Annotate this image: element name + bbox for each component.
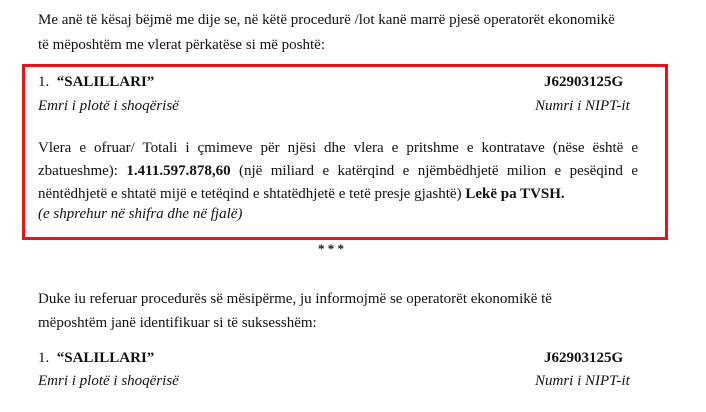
intro-line-2: të mëposhtëm me vlerat përkatëse si më poshtë: — [38, 37, 325, 53]
winner-company-caption: Emri i plotë i shoqërisë — [38, 373, 179, 389]
offer-company-row — [38, 74, 154, 91]
winner-nipt: J62903125G — [544, 350, 624, 366]
separator-asterisks: * * * — [318, 241, 344, 256]
winner-company-row — [38, 350, 154, 367]
offer-value-currency: Lekë pa TVSH. — [465, 186, 565, 202]
offer-value-words-2: nëntëdhjetë e shtatë mijë e tetëqind e shtatëdhjetë e tetë presje gjashtë) — [38, 186, 466, 202]
offer-value-label: zbatueshme): — [38, 163, 127, 179]
offer-value-line-2 — [38, 160, 638, 183]
offer-company-caption: Emri i plotë i shoqërisë — [38, 98, 179, 114]
offer-value-paragraph — [38, 137, 638, 206]
offer-nipt-caption: Numri i NIPT-it — [535, 98, 630, 114]
offer-value-amount: 1.411.597.878,60 — [126, 163, 231, 179]
intro-line-1: Me anë të kësaj bëjmë me dije se, në këtë procedurë /lot kanë marrë pjesë operatorët ekonomikë — [38, 12, 615, 28]
offer-value-line-1: Vlera e ofruar/ Totali i çmimeve për njësi dhe vlera e pritshme e kontratave (nëse është e — [38, 140, 638, 156]
offer-number: 1. — [38, 74, 50, 90]
result-line-1: Duke iu referuar procedurës së mësipërme, ju informojmë se operatorët ekonomikë të — [38, 291, 552, 307]
winner-company-name: “SALILLARI” — [56, 350, 155, 366]
offer-value-words-1: (një miliard e katërqind e njëmbëdhjetë milion e pesëqind e — [230, 163, 638, 179]
result-line-2: mëposhtëm janë identifikuar si të suksesshëm: — [38, 315, 317, 331]
winner-number: 1. — [38, 350, 50, 366]
offer-company-name: “SALILLARI” — [56, 74, 155, 90]
offer-value-line-3 — [38, 183, 638, 206]
offer-nipt: J62903125G — [544, 74, 624, 90]
offer-value-caption: (e shprehur në shifra dhe në fjalë) — [38, 206, 243, 222]
winner-nipt-caption: Numri i NIPT-it — [535, 373, 630, 389]
